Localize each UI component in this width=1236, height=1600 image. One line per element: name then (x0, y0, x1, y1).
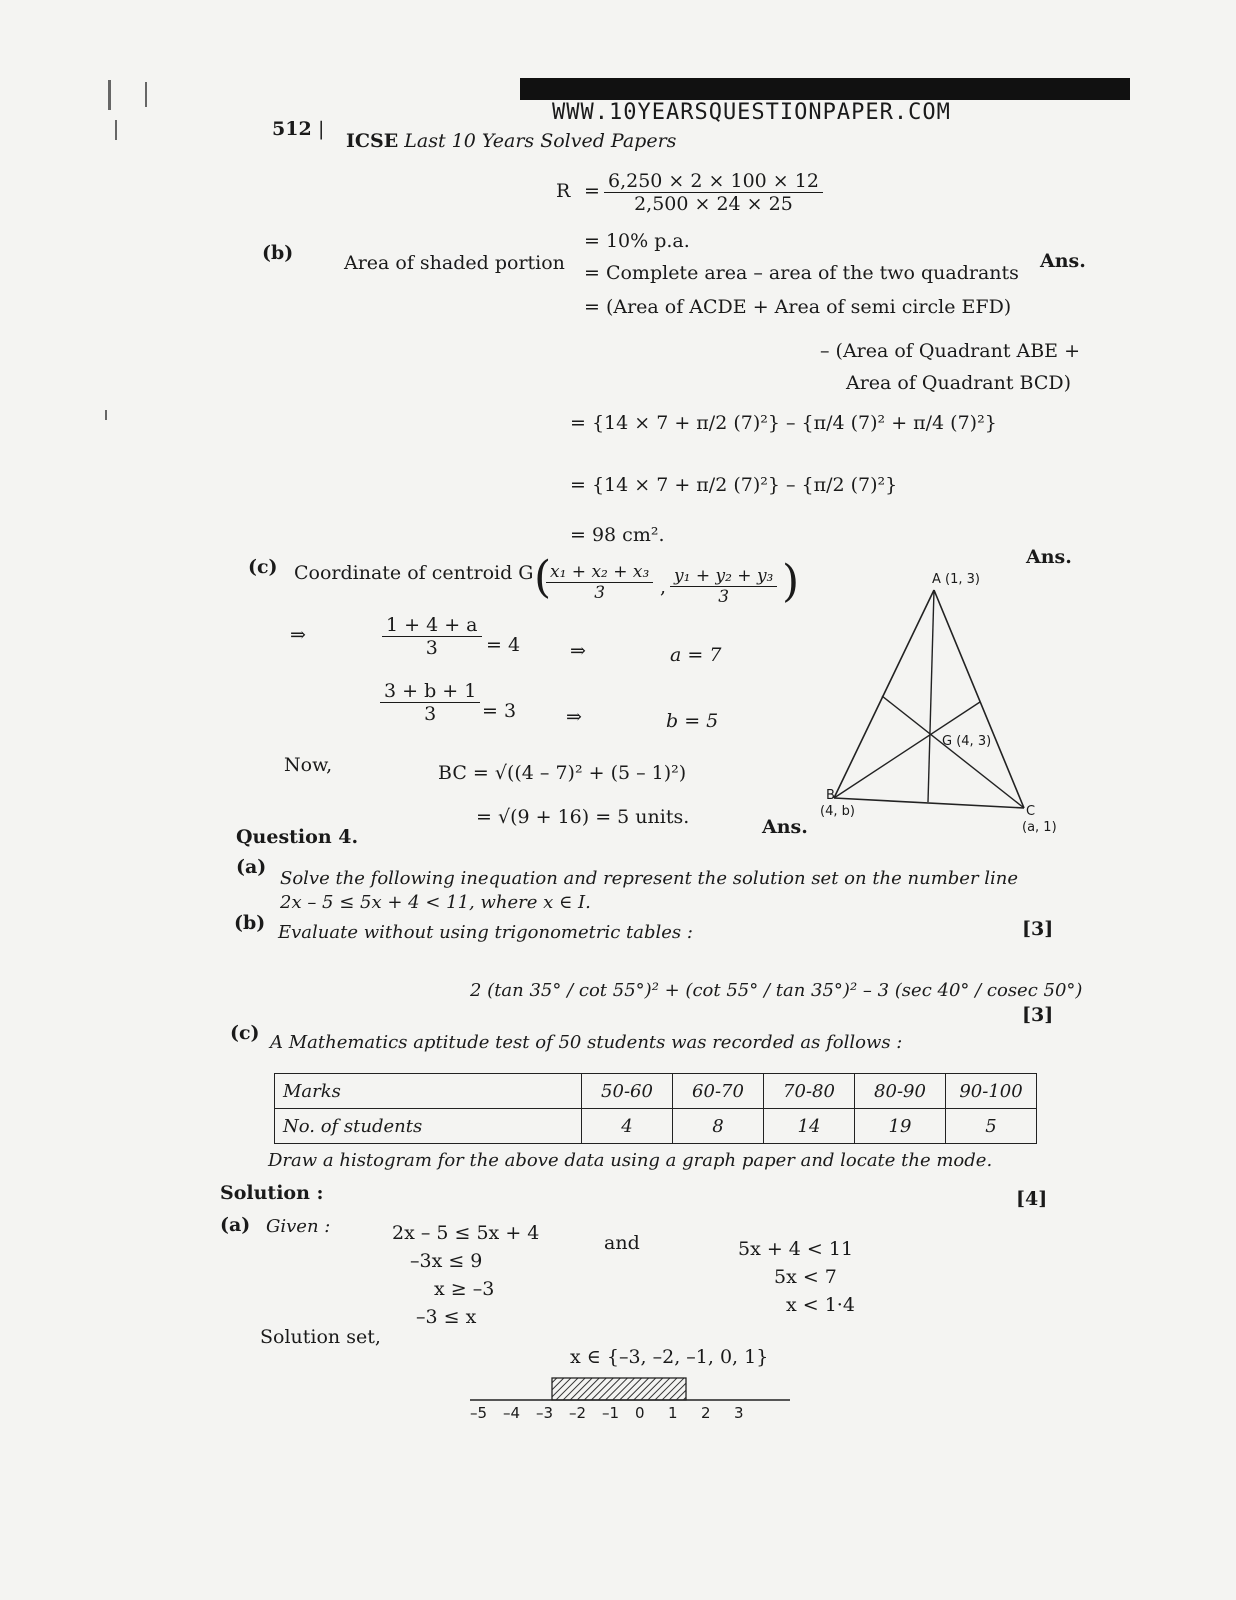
b-line4: Area of Quadrant BCD) (846, 372, 1072, 394)
comma: , (660, 576, 667, 598)
q4a-text2: 2x – 5 ≤ 5x + 4 < 11, where x ∈ I. (280, 892, 591, 913)
bc-line1: BC = √((4 – 7)² + (5 – 1)²) (438, 762, 687, 784)
vertex-a-label: A (1, 3) (932, 572, 980, 587)
top-black-bar (520, 78, 1130, 100)
b-eq2: = {14 × 7 + π/2 (7)²} – {π/2 (7)²} (570, 474, 898, 496)
q4b-marks: [3] (1022, 1004, 1054, 1026)
vertex-c-label: C (1026, 804, 1036, 819)
paren-left: ( (534, 552, 552, 603)
b-line1: = Complete area – area of the two quadrants (584, 262, 1019, 284)
class-cell: 90-100 (946, 1074, 1037, 1109)
question4-heading: Question 4. (236, 826, 359, 848)
left-step: –3x ≤ 9 (410, 1250, 483, 1272)
q4c-text: A Mathematics aptitude test of 50 students was recorded as follows : (270, 1032, 903, 1053)
e2-result: b = 5 (666, 710, 719, 732)
ans-c: Ans. (762, 816, 808, 838)
r-fraction (604, 170, 823, 215)
right-step: 5x < 7 (774, 1266, 837, 1288)
header-separator: | (318, 118, 325, 140)
students-cell: 14 (764, 1109, 855, 1144)
book-title (346, 130, 676, 152)
r-label: R (556, 180, 571, 202)
vertex-b-coord: (4, b) (820, 804, 855, 819)
e2-num: 3 + b + 1 (380, 680, 480, 703)
table-header-cell: Marks (275, 1074, 582, 1109)
table-row (275, 1109, 1037, 1144)
tick-label: –1 (602, 1404, 620, 1422)
right-step: x < 1·4 (786, 1294, 855, 1316)
side-bc (834, 798, 1024, 808)
scan-mark (108, 80, 111, 110)
r-numerator: 6,250 × 2 × 100 × 12 (604, 170, 823, 193)
label-c: (c) (248, 556, 278, 578)
e1-implies: ⇒ (570, 640, 586, 662)
now-label: Now, (284, 754, 333, 776)
students-cell: 5 (946, 1109, 1037, 1144)
gy-fraction (670, 566, 777, 607)
paren-right: ) (782, 556, 800, 607)
q4a-label: (a) (236, 856, 267, 878)
marks-table (274, 1073, 1037, 1144)
e2-fraction (380, 680, 480, 725)
scan-mark (115, 120, 117, 140)
tick-label: 2 (701, 1404, 711, 1422)
gx-fraction (546, 562, 653, 603)
students-cell: 4 (582, 1109, 673, 1144)
e1-num: 1 + 4 + a (382, 614, 482, 637)
c-text: Coordinate of centroid G (294, 562, 534, 584)
b-result: = 98 cm². (570, 524, 665, 546)
tick-label: 3 (734, 1404, 744, 1422)
class-cell: 60-70 (673, 1074, 764, 1109)
b-line3: – (Area of Quadrant ABE + (820, 340, 1081, 362)
class-cell: 80-90 (855, 1074, 946, 1109)
median-a (928, 590, 934, 802)
left-step: –3 ≤ x (416, 1306, 477, 1328)
q4a-text1: Solve the following inequation and represent the solution set on the number line (280, 868, 1019, 889)
ans-a: Ans. (1040, 250, 1086, 272)
solution-a-label: (a) (220, 1214, 251, 1236)
q4c-label: (c) (230, 1022, 260, 1044)
book-title-bold: ICSE (346, 130, 399, 152)
shaded-solution-region (552, 1378, 686, 1400)
centroid-label: G (4, 3) (942, 734, 992, 749)
students-cell: 8 (673, 1109, 764, 1144)
website-watermark: WWW.10YEARSQUESTIONPAPER.COM (552, 100, 951, 125)
label-b: (b) (262, 242, 294, 264)
students-cell: 19 (855, 1109, 946, 1144)
ans-b: Ans. (1026, 546, 1072, 568)
side-ab (834, 590, 934, 798)
q4b-label: (b) (234, 912, 266, 934)
b-eq1: = {14 × 7 + π/2 (7)²} – {π/4 (7)² + π/4 (7)²} (570, 412, 997, 434)
left-step: 2x – 5 ≤ 5x + 4 (392, 1222, 540, 1244)
class-cell: 50-60 (582, 1074, 673, 1109)
vertex-c-coord: (a, 1) (1022, 820, 1057, 835)
and-label: and (604, 1232, 640, 1254)
arrow: ⇒ (290, 624, 306, 646)
tick-label: 0 (635, 1404, 645, 1422)
given-label: Given : (266, 1216, 331, 1237)
scan-mark (105, 410, 107, 420)
tick-label: –5 (470, 1404, 488, 1422)
vertex-b-label: B (826, 788, 835, 803)
e2-implies: ⇒ (566, 706, 582, 728)
e1-den: 3 (425, 637, 438, 659)
equals-sign: = (584, 180, 600, 202)
tick-label: –3 (536, 1404, 554, 1422)
book-title-italic: Last 10 Years Solved Papers (404, 130, 677, 152)
tick-label: –4 (503, 1404, 521, 1422)
q4a-marks: [3] (1022, 918, 1054, 940)
tick-label: 1 (668, 1404, 678, 1422)
r-result: = 10% p.a. (584, 230, 690, 252)
gy-num: y₁ + y₂ + y₃ (670, 566, 777, 587)
gx-den: 3 (594, 583, 606, 603)
solution-heading: Solution : (220, 1182, 324, 1204)
e2-den: 3 (424, 703, 437, 725)
scan-mark (145, 82, 147, 107)
left-step: x ≥ –3 (434, 1278, 495, 1300)
b-line2: = (Area of ACDE + Area of semi circle EFD) (584, 296, 1012, 318)
table-header-cell: No. of students (275, 1109, 582, 1144)
solution-set: x ∈ {–3, –2, –1, 0, 1} (570, 1346, 769, 1368)
gy-den: 3 (718, 587, 730, 607)
class-cell: 70-80 (764, 1074, 855, 1109)
e1-fraction (382, 614, 482, 659)
e1-rhs: = 4 (486, 634, 521, 656)
gx-num: x₁ + x₂ + x₃ (546, 562, 653, 583)
solution-set-label: Solution set, (260, 1326, 381, 1348)
r-denominator: 2,500 × 24 × 25 (634, 193, 793, 215)
page-number: 512 (272, 118, 312, 140)
right-step: 5x + 4 < 11 (738, 1238, 854, 1260)
b-lhs: Area of shaded portion (344, 252, 565, 274)
e1-result: a = 7 (670, 644, 722, 666)
table-row (275, 1074, 1037, 1109)
side-ac (934, 590, 1024, 808)
tick-label: –2 (569, 1404, 587, 1422)
q4b-text: Evaluate without using trigonometric tables : (278, 922, 693, 943)
e2-rhs: = 3 (482, 700, 517, 722)
triangle-diagram (820, 580, 1080, 840)
q4c-marks: [4] (1016, 1188, 1048, 1210)
q4b-expression: 2 (tan 35° / cot 55°)² + (cot 55° / tan 35°)² – 3 (sec 40° / cosec 50°) (470, 980, 1083, 1001)
bc-line2: = √(9 + 16) = 5 units. (476, 806, 690, 828)
q4c-after: Draw a histogram for the above data using a graph paper and locate the mode. (268, 1150, 993, 1171)
